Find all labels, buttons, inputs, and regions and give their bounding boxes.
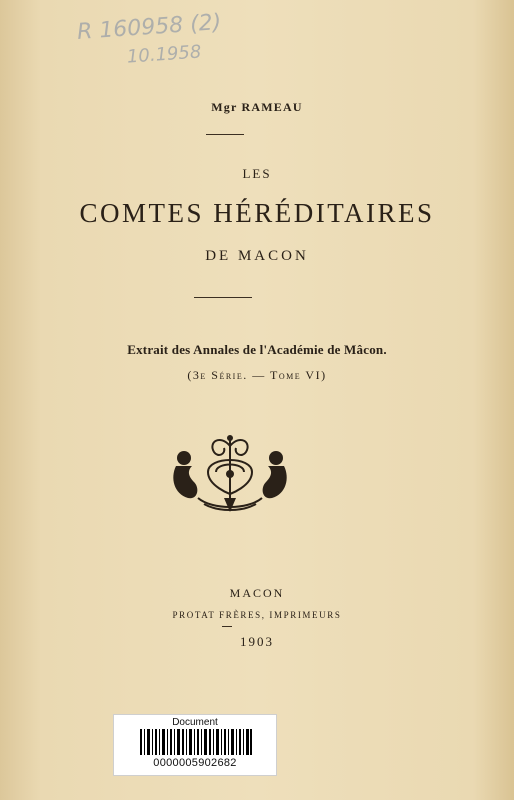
handwritten-shelfmark xyxy=(76,9,224,75)
extract-note: Extrait des Annales de l'Académie de Mâcon. xyxy=(127,342,387,357)
author: Mgr RAMEAU xyxy=(211,100,303,114)
title-prefix: LES xyxy=(242,166,272,181)
shelfmark-line-2: 10.1958 xyxy=(126,41,202,68)
imprint-printer: PROTAT FRÈRES, IMPRIMEURS xyxy=(172,610,342,620)
divider-rule xyxy=(194,297,252,298)
label-type: Document xyxy=(172,717,218,728)
printers-ornament xyxy=(168,432,292,514)
imprint-place: MACON xyxy=(229,586,285,600)
barcode xyxy=(140,729,252,755)
book-title: COMTES HÉRÉDITAIRES xyxy=(79,198,435,228)
library-barcode-label xyxy=(113,714,277,776)
divider-rule xyxy=(222,626,232,627)
series-note: (3e Série. — Tome VI) xyxy=(187,368,327,382)
barcode-number: 0000005902682 xyxy=(153,757,237,769)
title-suffix: DE MACON xyxy=(205,248,309,264)
imprint-year: 1903 xyxy=(240,634,274,649)
shelfmark-line-1: R 160958 (2) xyxy=(76,10,223,46)
divider-rule xyxy=(206,134,244,135)
